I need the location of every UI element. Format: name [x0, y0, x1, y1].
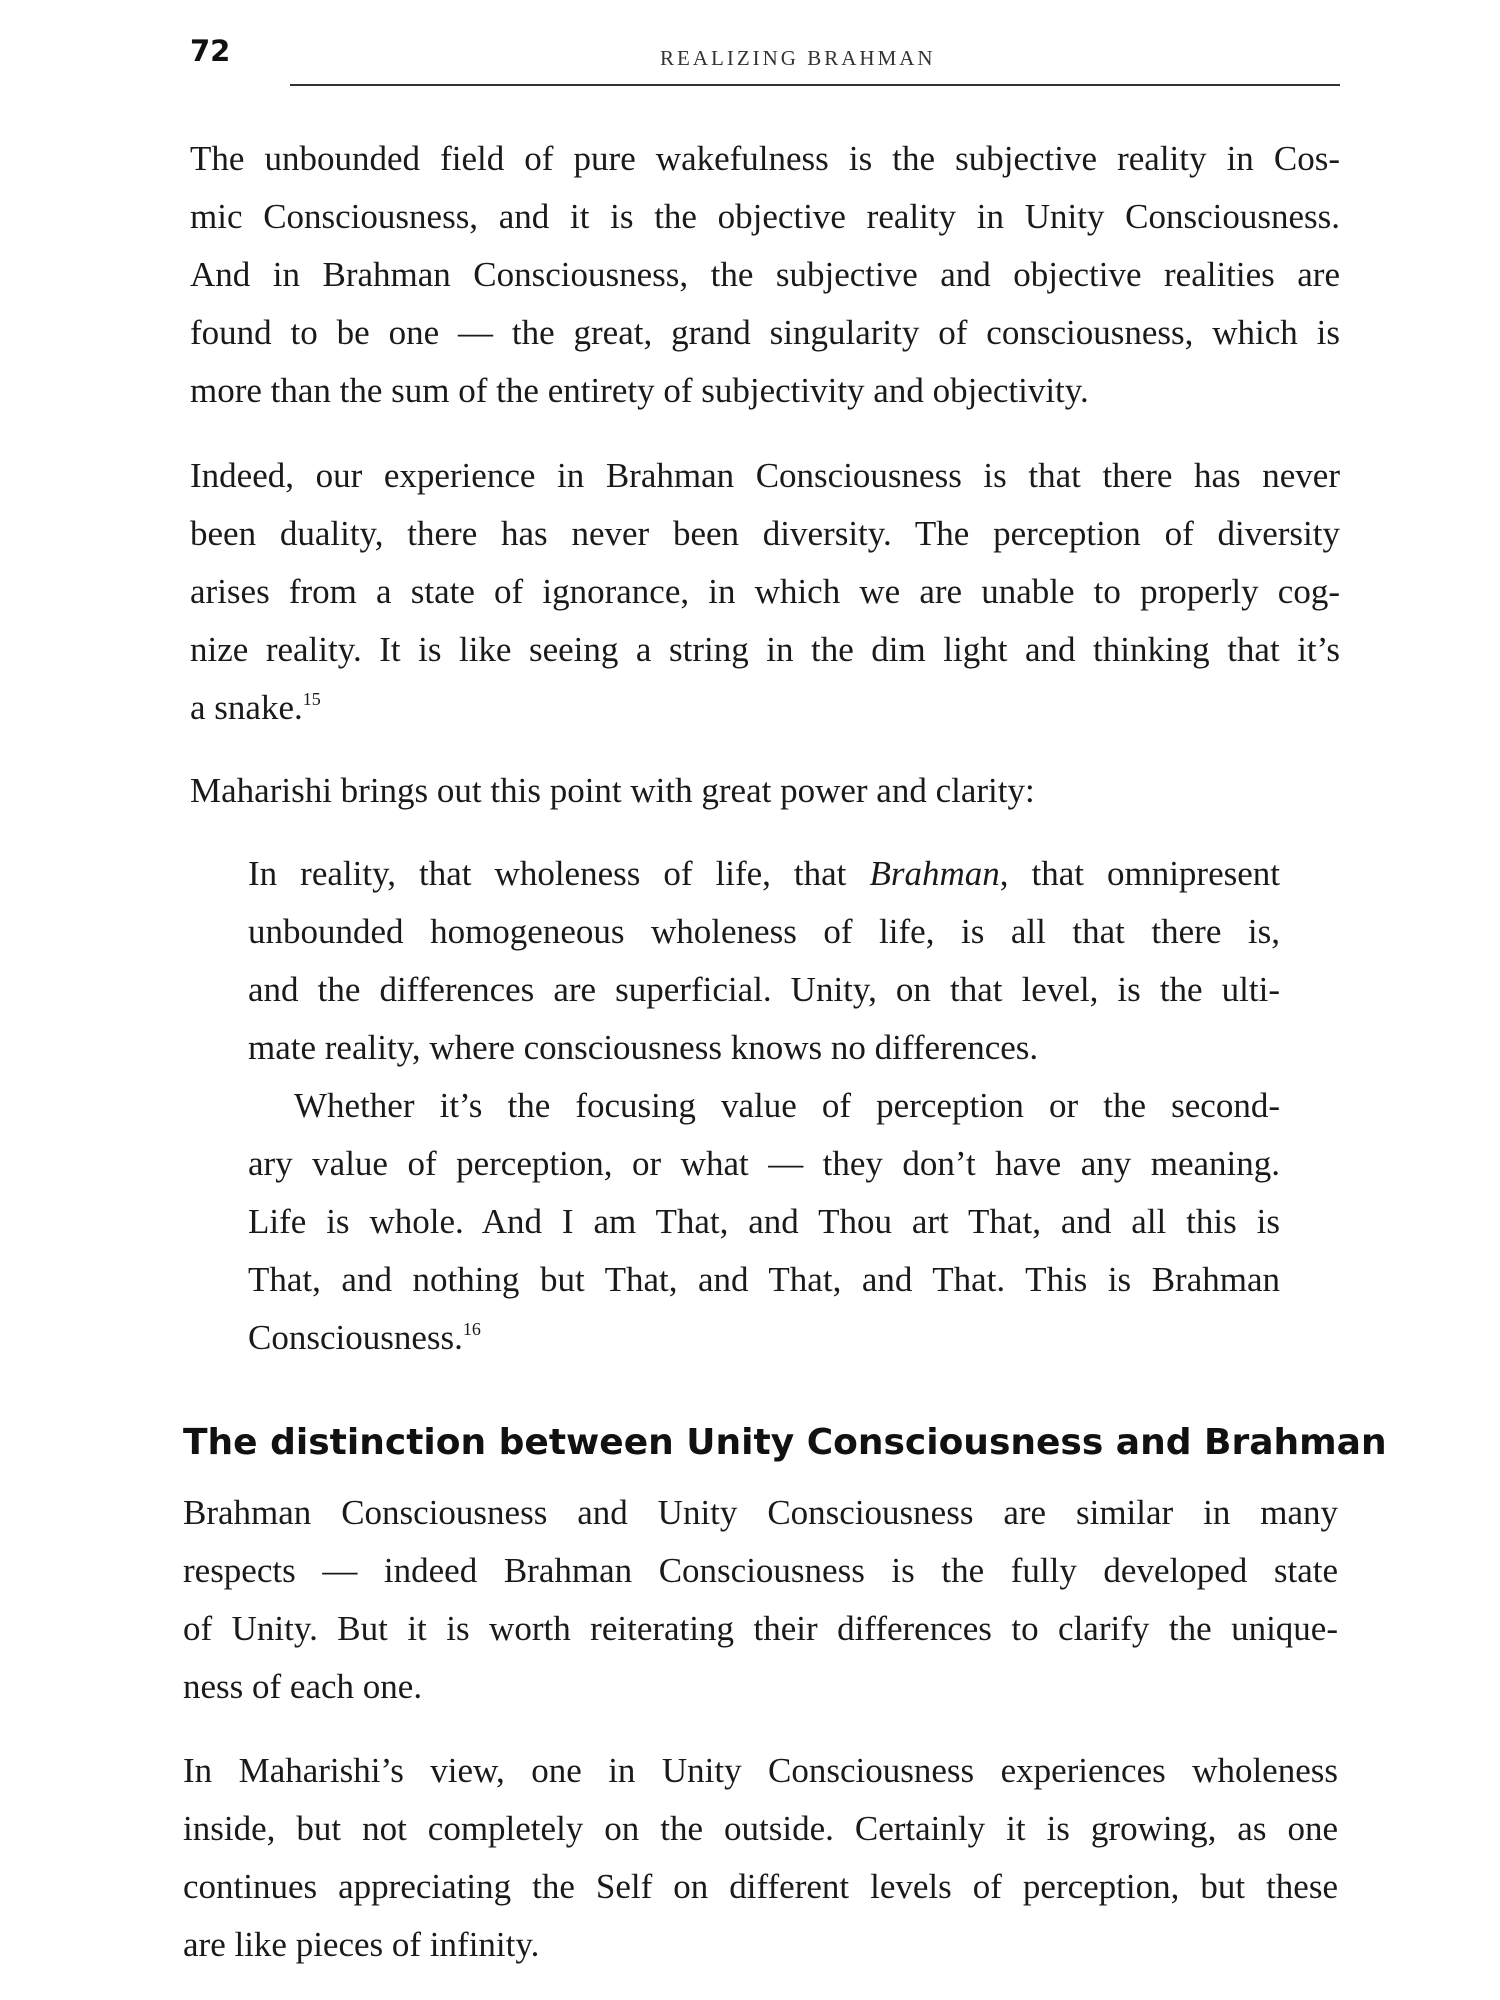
text-line: respects — indeed Brahman Consciousness is the fully developed state	[183, 1551, 1338, 1590]
block-quote	[248, 845, 1280, 1367]
paragraph-2	[190, 447, 1340, 737]
text-fragment: a snake.	[190, 688, 303, 727]
text-line: unbounded homogeneous wholeness of life, is all that there is,	[248, 912, 1280, 951]
header-rule	[290, 84, 1340, 86]
text-fragment: Consciousness.	[248, 1318, 463, 1357]
text-line: of Unity. But it is worth reiterating their differences to clarify the unique-	[183, 1609, 1338, 1648]
text-line: inside, but not completely on the outside. Certainly it is growing, as one	[183, 1809, 1338, 1848]
text-line: found to be one — the great, grand singularity of consciousness, which is	[190, 313, 1340, 352]
page-header	[190, 34, 1340, 90]
running-head: REALIZING BRAHMAN	[660, 46, 936, 70]
text-fragment: , that omnipresent	[999, 854, 1280, 893]
text-line: more than the sum of the entirety of subjectivity and objectivity.	[190, 371, 1089, 410]
paragraph-4	[183, 1484, 1338, 1716]
text-line: Life is whole. And I am That, and Thou art That, and all this is	[248, 1202, 1280, 1241]
text-line: And in Brahman Consciousness, the subjective and objective realities are	[190, 255, 1340, 294]
text-line: The unbounded field of pure wakefulness is the subjective reality in Cos-	[190, 139, 1340, 178]
paragraph-5	[183, 1742, 1338, 1974]
text-line: continues appreciating the Self on different levels of perception, but these	[183, 1867, 1338, 1906]
text-line: been duality, there has never been diversity. The perception of diversity	[190, 514, 1340, 553]
paragraph-1	[190, 130, 1340, 420]
emphasis: Brahman	[869, 854, 1000, 893]
text-line: arises from a state of ignorance, in which we are unable to properly cog-	[190, 572, 1340, 611]
text-line: In Maharishi’s view, one in Unity Consciousness experiences wholeness	[183, 1751, 1338, 1790]
text-line: Maharishi brings out this point with great power and clarity:	[190, 771, 1035, 810]
text-line: are like pieces of infinity.	[183, 1925, 540, 1964]
page-number: 72	[190, 34, 231, 68]
text-line: Whether it’s the focusing value of perception or the second-	[294, 1086, 1280, 1125]
text-line: ness of each one.	[183, 1667, 423, 1706]
text-line: nize reality. It is like seeing a string in the dim light and thinking that it’s	[190, 630, 1340, 669]
text-line: Brahman Consciousness and Unity Consciousness are similar in many	[183, 1493, 1338, 1532]
text-line	[190, 679, 1340, 737]
text-line	[248, 1309, 1280, 1367]
footnote-ref: 15	[302, 689, 321, 709]
text-line: mic Consciousness, and it is the objective reality in Unity Consciousness.	[190, 197, 1340, 236]
text-fragment: In reality, that wholeness of life, that	[248, 854, 870, 893]
text-line	[248, 845, 1280, 903]
section-heading: The distinction between Unity Consciousness and Brahman	[183, 1422, 1387, 1463]
text-line: ary value of perception, or what — they don’t have any meaning.	[248, 1144, 1280, 1183]
paragraph-3	[190, 762, 1340, 820]
text-line: mate reality, where consciousness knows no differences.	[248, 1028, 1039, 1067]
footnote-ref: 16	[462, 1319, 481, 1339]
text-line: and the differences are superficial. Unity, on that level, is the ulti-	[248, 970, 1280, 1009]
text-line: That, and nothing but That, and That, and That. This is Brahman	[248, 1260, 1280, 1299]
text-line: Indeed, our experience in Brahman Consciousness is that there has never	[190, 456, 1340, 495]
